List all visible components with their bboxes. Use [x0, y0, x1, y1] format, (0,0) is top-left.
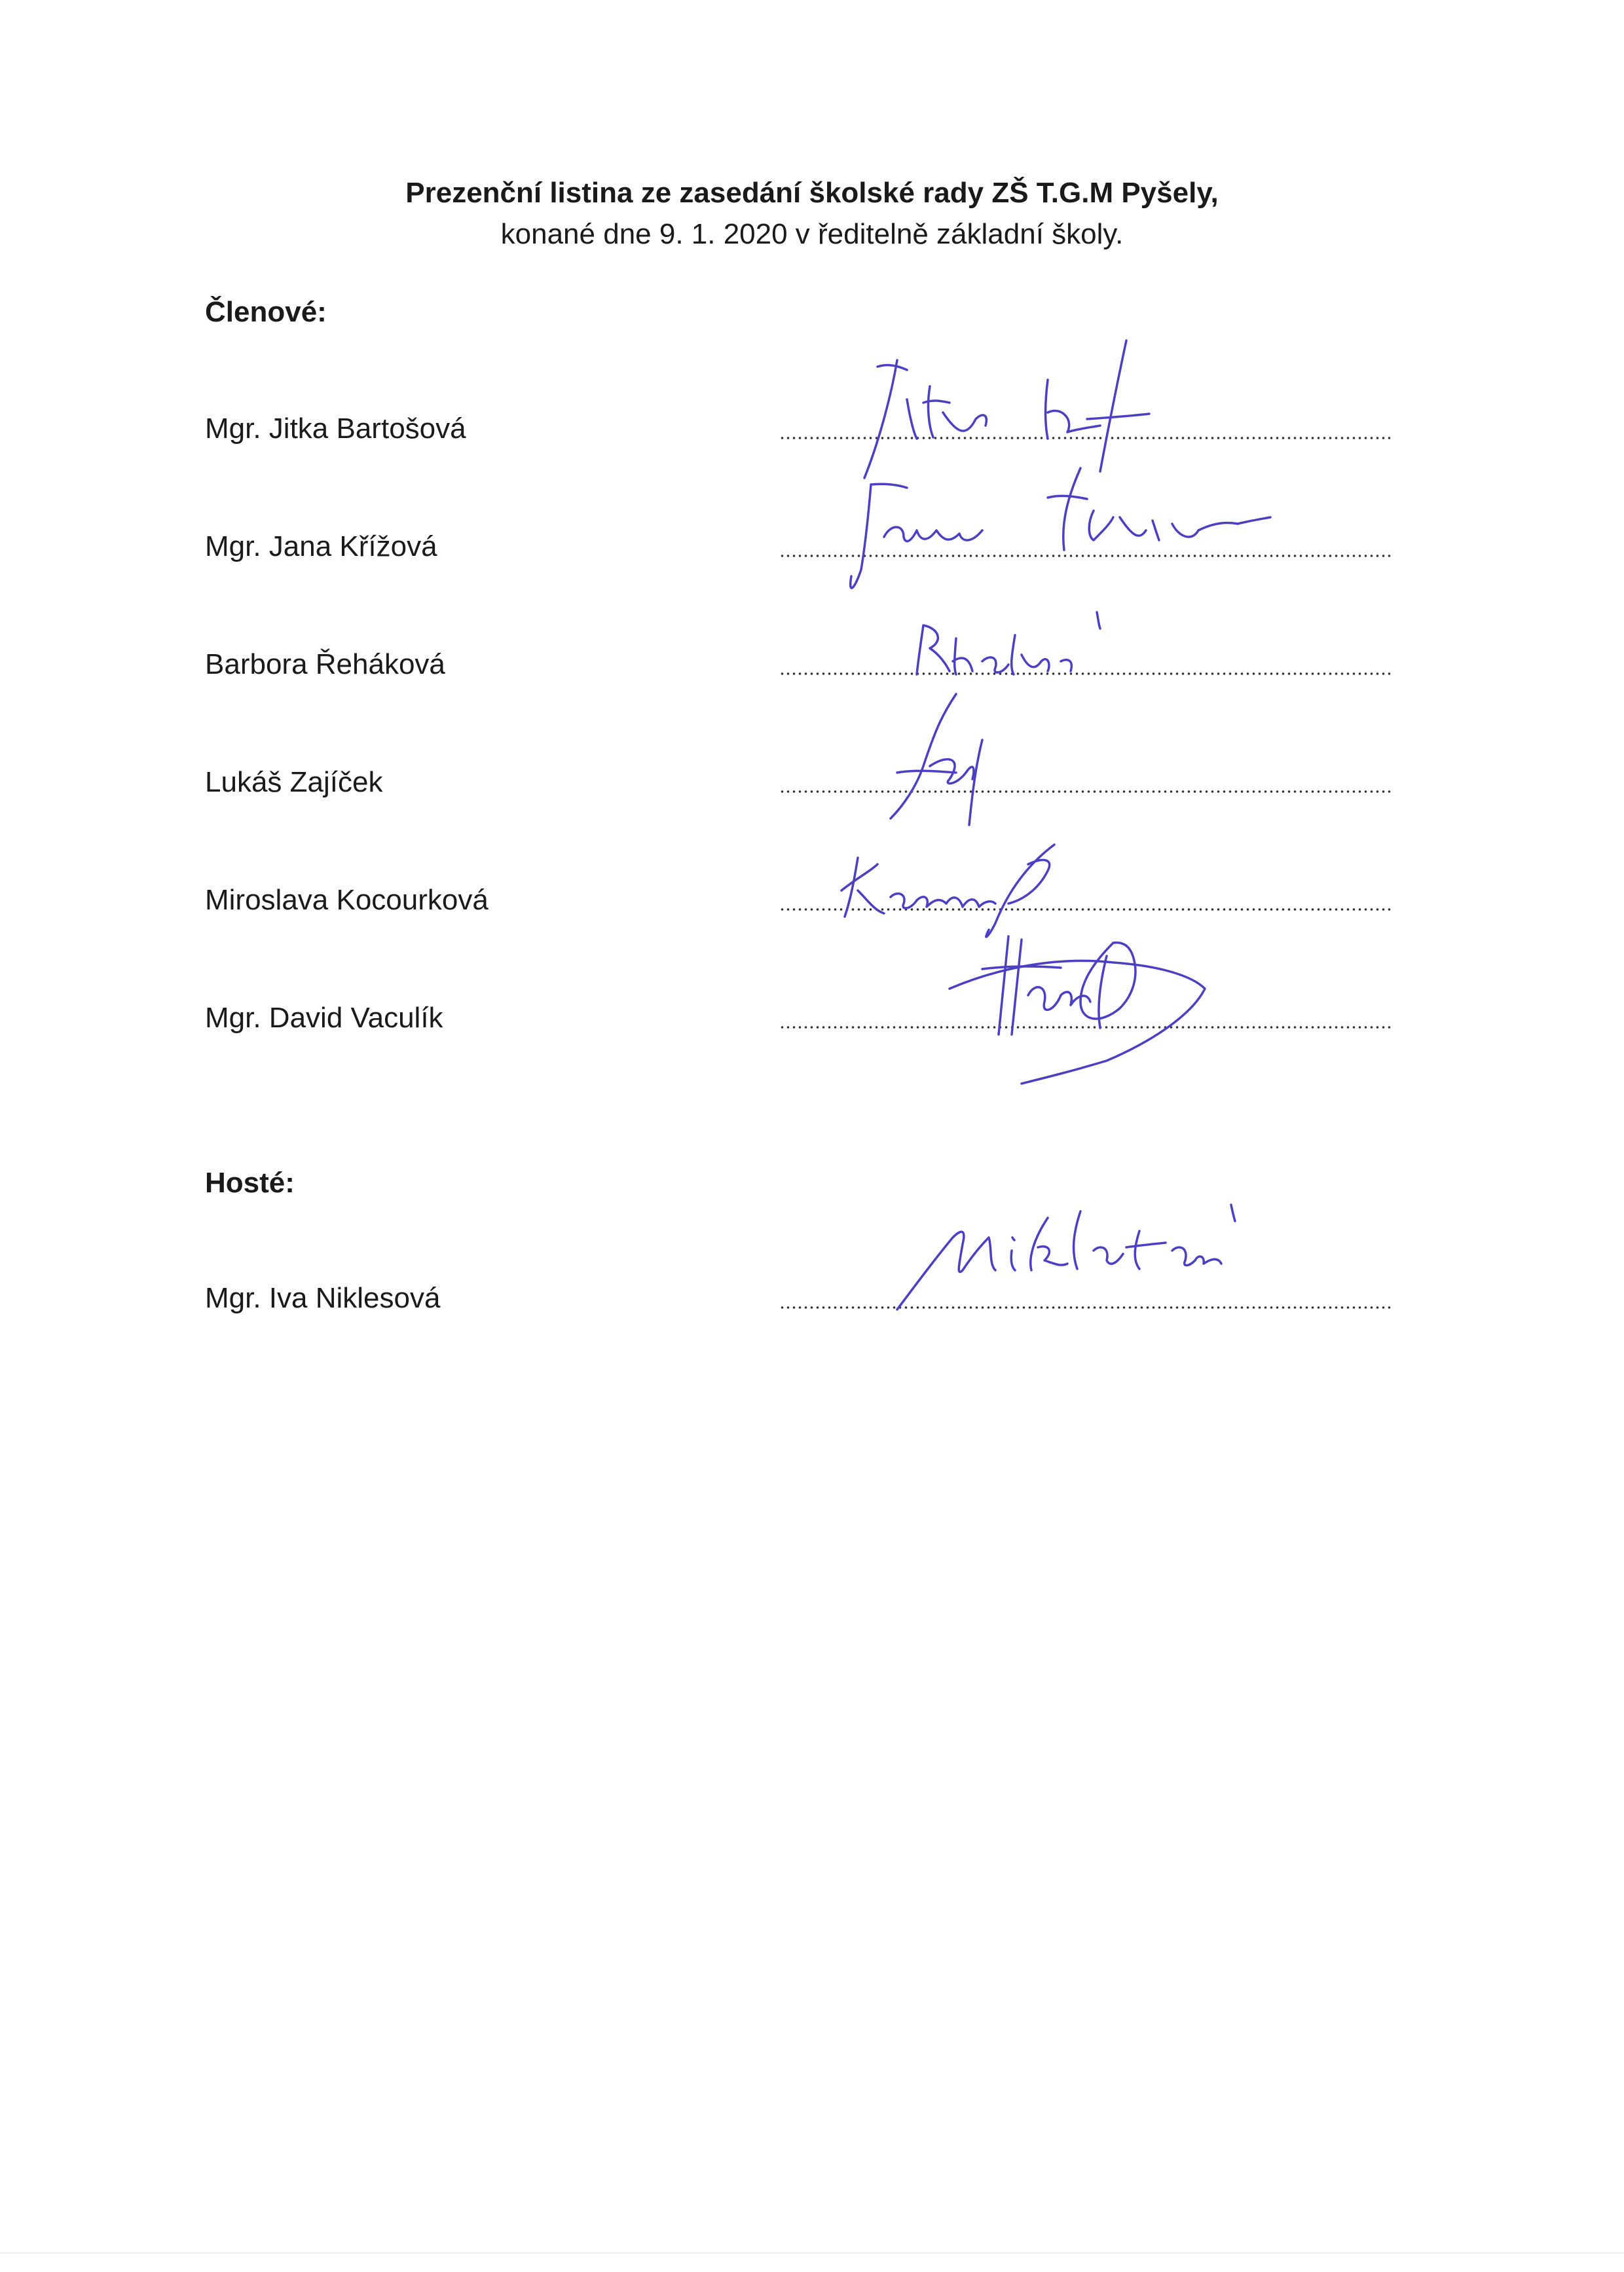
member-name-5: Miroslava Kocourková: [205, 884, 489, 916]
signature-6: [943, 930, 1218, 1087]
member-name-2: Mgr. Jana Křížová: [205, 530, 437, 562]
signature-4: [877, 687, 1008, 832]
document-title: Prezenční listina ze zasedání školské rady ZŠ T.G.M Pyšely,: [405, 177, 1219, 209]
guest-name-1: Mgr. Iva Niklesová: [205, 1282, 441, 1314]
signature-5: [832, 838, 1080, 943]
member-name-3: Barbora Řeháková: [205, 648, 445, 680]
signature-3: [910, 609, 1126, 681]
signature-guest-1: [891, 1198, 1257, 1316]
member-name-4: Lukáš Zajíček: [205, 766, 383, 798]
member-name-6: Mgr. David Vaculík: [205, 1002, 443, 1034]
signature-line-4: [779, 790, 1392, 794]
signature-2: [845, 458, 1270, 609]
page-bottom-edge: [0, 2252, 1624, 2254]
document-subtitle: konané dne 9. 1. 2020 v ředitelně základní školy.: [500, 218, 1124, 250]
members-heading: Členové:: [205, 296, 327, 328]
member-name-1: Mgr. Jitka Bartošová: [205, 412, 466, 445]
guests-heading: Hosté:: [205, 1167, 295, 1199]
